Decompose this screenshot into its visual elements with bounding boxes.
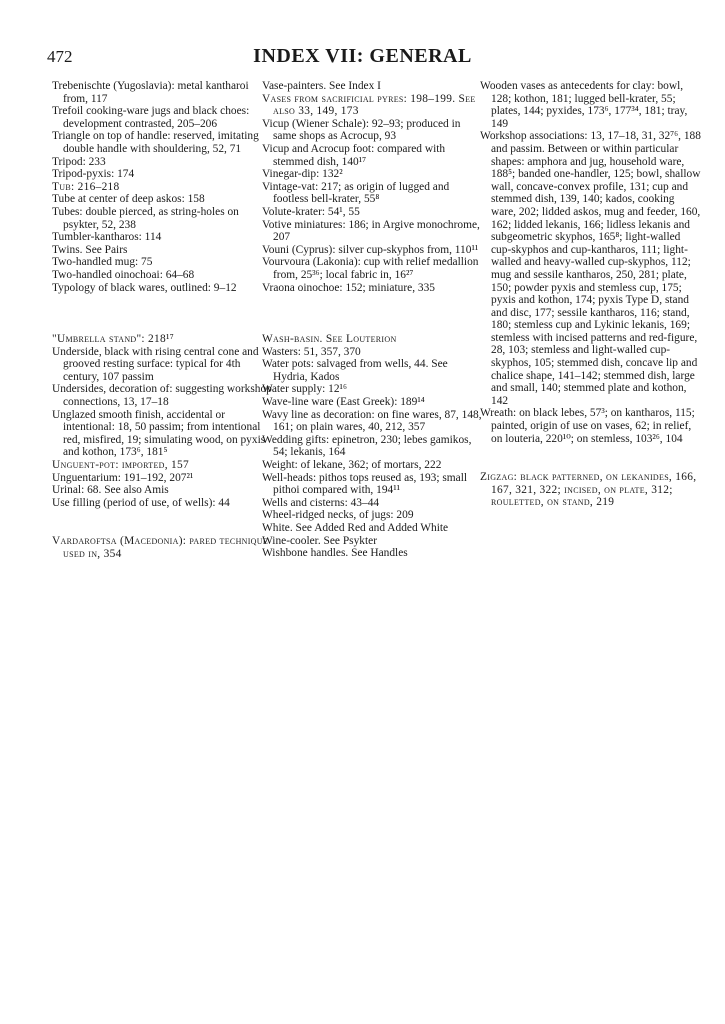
index-entry: Vicup (Wiener Schale): 92–93; produced in same shops as Acrocup, 93	[262, 117, 461, 143]
index-entry: Unglazed smooth finish, accidental or intentional: 18, 50 passim; from intentional red, misfired, 19; simulating wood, on pyxis and kothon, 173⁶, 181⁵	[52, 408, 266, 459]
index-column-3	[480, 80, 702, 509]
index-entry: Vardaroftsa (Macedonia): pared technique used in, 354	[52, 535, 269, 560]
index-entry: Wells and cisterns: 43–44	[262, 496, 380, 509]
index-entry: Vraona oinochoe: 152; miniature, 335	[262, 281, 435, 294]
index-entry: Tub: 216–218	[52, 180, 120, 193]
index-entry: Vicup and Acrocup foot: compared with stemmed dish, 140¹⁷	[262, 142, 446, 168]
index-entry: Tubes: double pierced, as string-holes on psykter, 52, 238	[52, 205, 239, 231]
page-title: INDEX VII: GENERAL	[253, 45, 472, 67]
index-entry: Wheel-ridged necks, of jugs: 209	[262, 509, 414, 522]
index-entry: Urinal: 68. See also Amis	[52, 484, 169, 497]
index-entry: Wave-line ware (East Greek): 189¹⁴	[262, 396, 425, 409]
index-entry: Water supply: 12¹⁶	[262, 383, 347, 396]
index-entry: Well-heads: pithos tops reused as, 193; small pithoi compared with, 194¹¹	[262, 471, 468, 497]
index-entry: Wash-basin. See Louterion	[262, 333, 397, 346]
index-entry: Twins. See Pairs	[52, 243, 128, 256]
index-entry: Use filling (period of use, of wells): 44	[52, 496, 230, 509]
index-entry: Two-handled oinochoai: 64–68	[52, 268, 195, 281]
index-entry: Trebenischte (Yugoslavia): metal kantharoi from, 117	[52, 80, 249, 105]
index-entry: Triangle on top of handle: reserved, imitating double handle with shouldering, 52, 71	[52, 130, 259, 155]
index-entry: Wedding gifts: epinetron, 230; lebes gamikos, 54; lekanis, 164	[262, 433, 472, 459]
index-entry: "Umbrella stand": 218¹⁷	[52, 333, 175, 346]
index-entry: Vinegar-dip: 132²	[262, 168, 343, 181]
index-column-2	[262, 80, 484, 560]
index-entry: Vouni (Cyprus): silver cup-skyphos from, 110¹¹	[262, 243, 479, 256]
index-entry: Unguent-pot: imported, 157	[52, 459, 190, 472]
page-number: 472	[47, 47, 73, 66]
index-entry: Vintage-vat: 217; as origin of lugged and footless bell-krater, 55⁸	[262, 180, 450, 206]
index-entry: Tube at center of deep askos: 158	[52, 193, 205, 206]
index-entry: Wooden vases as antecedents for clay: bowl, 128; kothon, 181; lugged bell-krater, 55; plates, 144; pyxides, 173⁶, 177³⁴, 181; tray, 149	[480, 80, 688, 130]
index-entry: Workshop associations: 13, 17–18, 31, 32⁷⁶, 188 and passim. Between or within particular shapes: amphora and jug, household ware, 188⁵; banded one-handler, 125; bowl, shallow wall, concave-convex profile, 131; cup and stemmed dish, 139, 140; kados, cooking ware, 202; lidded askos, mug and feeder, 160, 162; lidded lekanis, 166; lidless lekanis and subgeometric skyphos, 165⁸; light-walled cup-skyphos and cup-kantharos, 111; light-walled and heavy-walled cup-skyphos, 112; mug and sessile kantharos, 250, 281; plate, 150; powder pyxis and stemless cup, 175; pyxis and kothon, 174; pyxis Type D, stand and disc, 177; sessile kantharos, 116; stand, 180; stemless cup and Lykinic lekanis, 169; stemless with incised patterns and red-figure, 28, 103; stemless and light-walled cup-skyphos, 105; stemmed dish, concave lip and chalice shape, 141–142; stemmed dish, large and small, 140; stemmed plate and kothon, 142	[480, 130, 701, 407]
index-entry: Weight: of lekane, 362; of mortars, 222	[262, 459, 442, 472]
index-entry: Typology of black wares, outlined: 9–12	[52, 281, 237, 294]
index-entry: Vourvoura (Lakonia): cup with relief medallion from, 25³⁶; local fabric in, 16²⁷	[262, 256, 479, 281]
index-entry: Wasters: 51, 357, 370	[262, 345, 361, 358]
index-entry: Trefoil cooking-ware jugs and black choes: development contrasted, 205–206	[52, 105, 250, 130]
index-entry: Wreath: on black lebes, 57³; on kantharos, 115; painted, origin of use on vases, 62; in relief, on louteria, 220¹⁰; on stemless, 103²⁶, 104	[480, 407, 695, 445]
index-entry: Vases from sacrificial pyres: 198–199. See also 33, 149, 173	[262, 92, 476, 118]
index-entry: Vase-painters. See Index I	[262, 80, 381, 92]
index-column-1	[52, 80, 274, 561]
index-entry: Wine-cooler. See Psykter	[262, 534, 377, 547]
index-entry: Unguentarium: 191–192, 207²¹	[52, 471, 194, 484]
index-entry: Tumbler-kantharos: 114	[52, 231, 162, 244]
index-entry: Volute-krater: 54¹, 55	[262, 205, 360, 218]
index-entry: Votive miniatures: 186; in Argive monochrome, 207	[262, 218, 480, 244]
index-entry: Zigzag: black patterned, on lekanides, 166, 167, 321, 322; incised, on plate, 312; rouletted, on stand, 219	[480, 471, 697, 509]
index-entry: Wishbone handles. See Handles	[262, 547, 408, 560]
index-entry: Underside, black with rising central cone and grooved resting surface: typical for 4th century, 107 passim	[52, 345, 259, 383]
index-entry: Undersides, decoration of: suggesting workshop connections, 13, 17–18	[52, 383, 272, 409]
index-entry: White. See Added Red and Added White	[262, 522, 449, 534]
index-entry: Tripod-pyxis: 174	[52, 168, 135, 181]
index-entry: Wavy line as decoration: on fine wares, 87, 148, 161; on plain wares, 40, 212, 357	[262, 408, 482, 434]
index-entry: Water pots: salvaged from wells, 44. See Hydria, Kados	[262, 358, 448, 383]
index-entry: Tripod: 233	[52, 155, 106, 168]
index-entry: Two-handled mug: 75	[52, 256, 153, 269]
